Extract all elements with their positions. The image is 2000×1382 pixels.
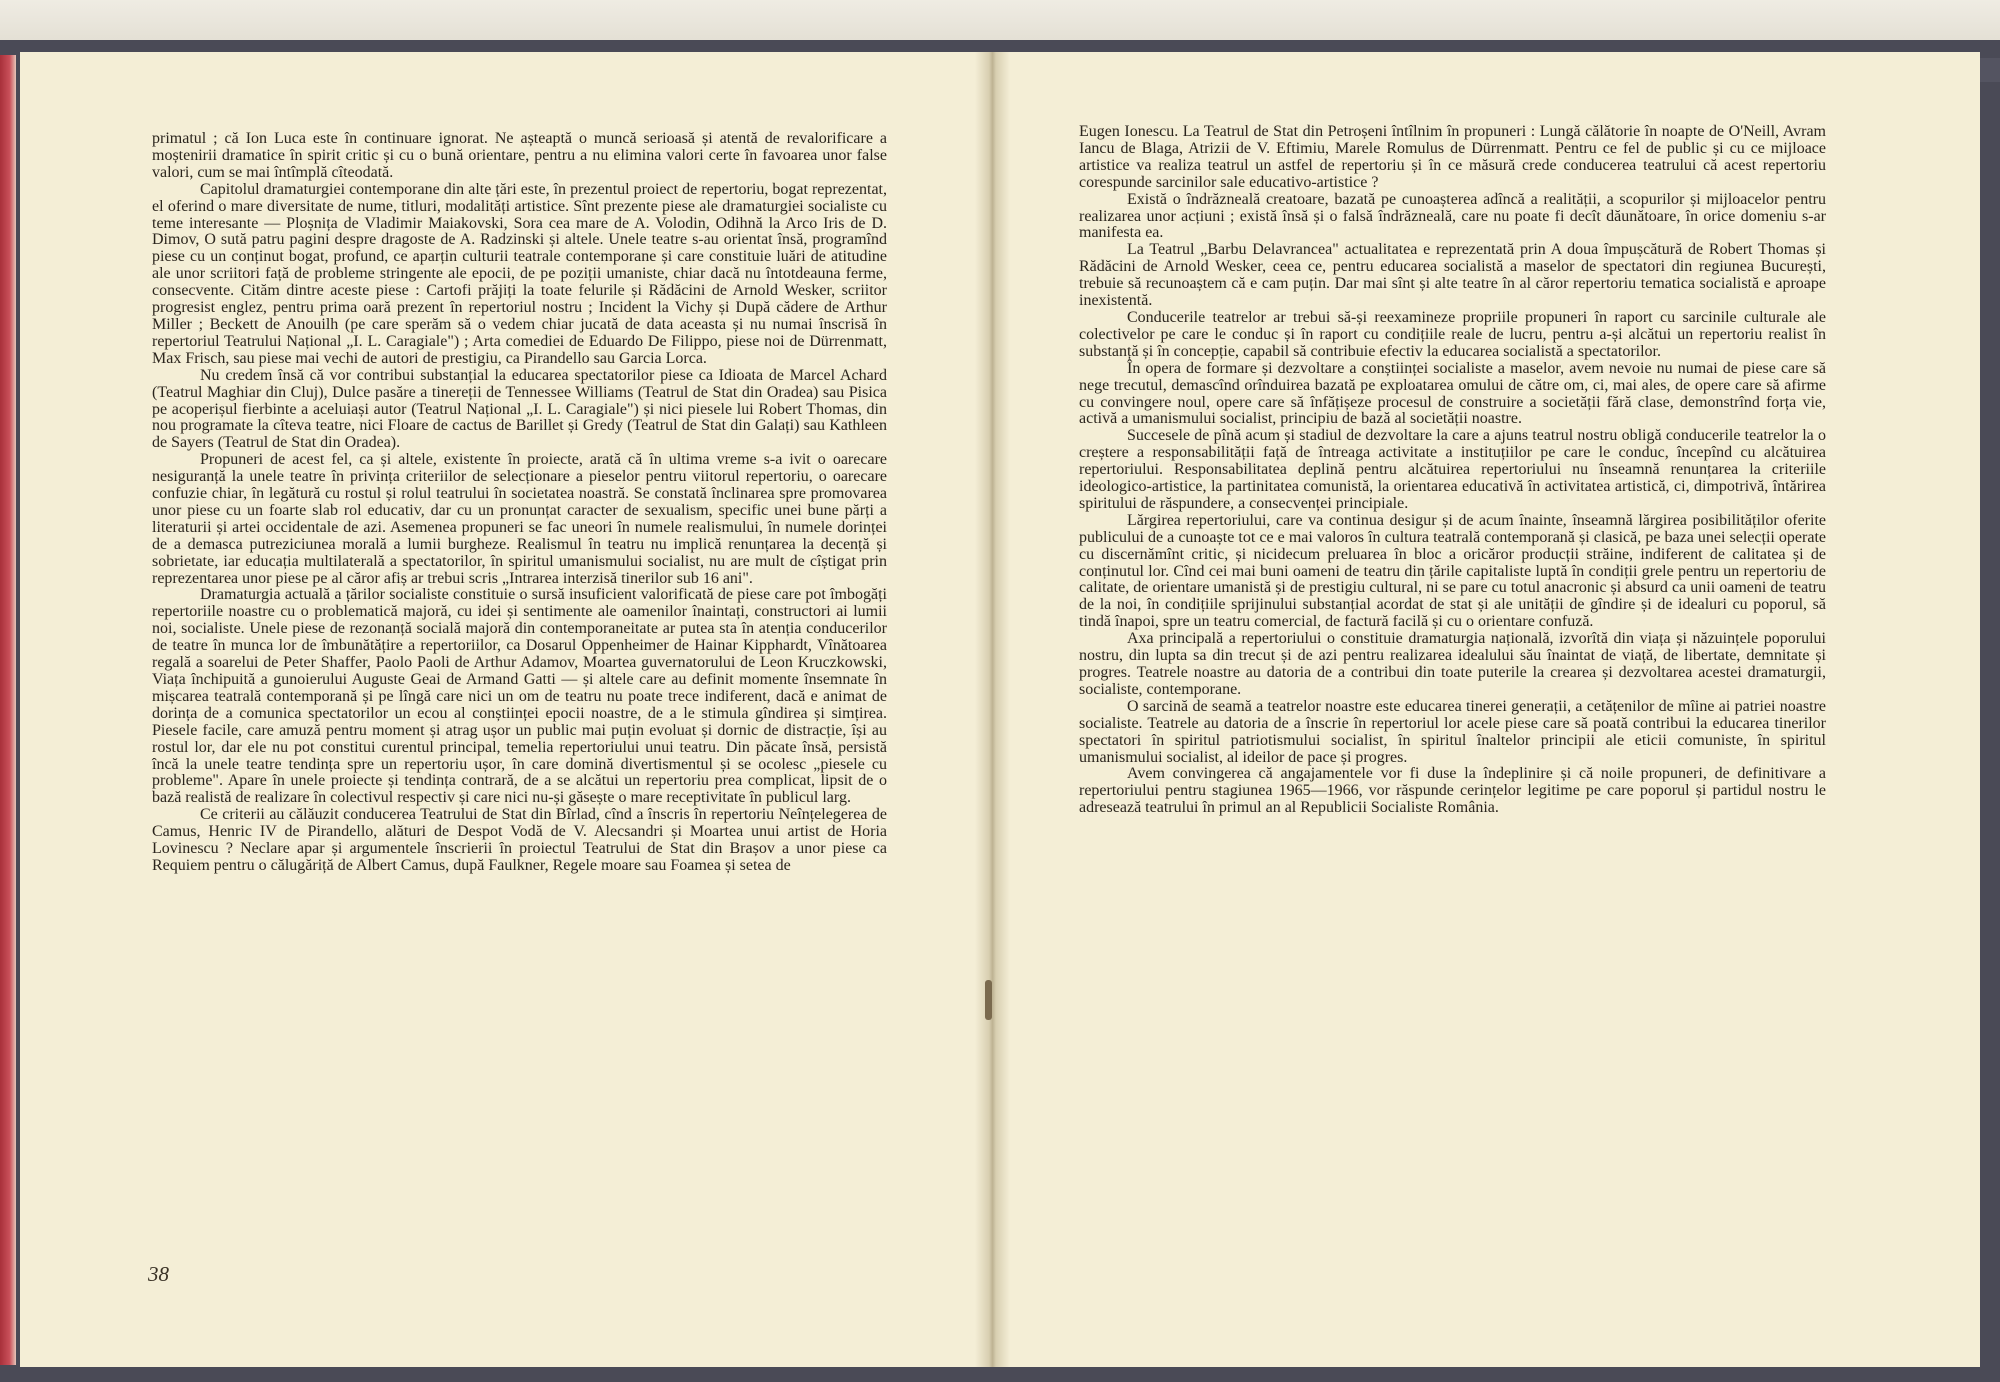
paragraph: Axa principală a repertoriului o constituie dramaturgia națională, izvorîtă din viața și năzuințele poporului nostru, din lupta sa din trecut și de azi pentru realizarea idealului său înaintat de viață, de libertate, demnitate și progres. Teatrele noastre au datoria de a contribui din toate puterile la crearea și dezvoltarea acestei dramaturgii, socialiste, contemporane. bbox=[1079, 630, 1826, 698]
paragraph: Capitolul dramaturgiei contemporane din alte țări este, în prezentul proiect de repertoriu, bogat reprezentat, el oferind o mare diversitate de nume, titluri, modalități artistice. Sînt prezente piese ale dramaturgiei socialiste cu teme interesante — Ploșnița de Vladimir Maiakovski, Sora cea mare de A. Volodin, Odihnă la Arco Iris de D. Dimov, O sută patru pagini despre dragoste de A. Radzinski și altele. Unele teatre s-au orientat însă, programînd piese cu un conținut bogat, profund, ce aparțin culturii teatrale contemporane și care constituie luări de atitudine ale unor scriitori față de probleme stringente ale epocii, de pe poziții umaniste, chiar dacă nu întotdeauna ferme, consecvente. Cităm dintre aceste piese : Cartofi prăjiți la toate felurile și Rădăcini de Arnold Wesker, scriitor progresist englez, pentru prima oară prezent în repertoriul nostru ; Incident la Vichy și După cădere de Arthur Miller ; Beckett de Anouilh (pe care sperăm să o vedem chiar jucată de data aceasta și nu numai înscrisă în repertoriul Teatrului Național „I. L. Caragiale") ; Arta comediei de Eduardo De Filippo, piese noi de Dürrenmatt, Max Frisch, sau piese mai vechi de autori de prestigiu, ca Pirandello sau Garcia Lorca. bbox=[152, 180, 887, 367]
book-gutter bbox=[975, 52, 1010, 1367]
paragraph: Ce criterii au călăuzit conducerea Teatrului de Stat din Bîrlad, cînd a înscris în repertoriu Neînțelegerea de Camus, Henric IV de Pirandello, alături de Despot Vodă de V. Alecsandri și Moartea unui artist de Horia Lovinescu ? Neclare apar și argumentele înscrierii în proiectul Teatrului de Stat din Brașov a unor piese ca Requiem pentru o călugăriță de Albert Camus, după Faulkner, Regele moare sau Foamea și setea de bbox=[152, 806, 887, 874]
paragraph: Succesele de pînă acum și stadiul de dezvoltare la care a ajuns teatrul nostru obligă conducerile teatrelor la o creștere a responsabilității față de întreaga activitate a instituțiilor pe care le conduc, începînd cu alcătuirea repertoriului. Responsabilitatea deplină pentru alcătuirea repertoriului nu înseamnă renunțarea la criteriile ideologico-artistice, la partinitatea comunistă, la orientarea educativă în activitatea artistică, ci, dimpotrivă, întărirea spiritului de răspundere, a consecvenței principiale. bbox=[1079, 427, 1826, 512]
paragraph: Eugen Ionescu. La Teatrul de Stat din Petroșeni întîlnim în propuneri : Lungă călătorie în noapte de O'Neill, Avram Iancu de Blaga, Atrizii de V. Eftimiu, Marele Romulus de Dürrenmatt. Pentru ce fel de public și cu ce mijloace artistice va realiza teatrul un astfel de repertoriu și în ce măsură crede conducerea teatrului că acest repertoriu corespunde sarcinilor sale educativo-artistice ? bbox=[1079, 123, 1826, 191]
left-page bbox=[20, 52, 990, 1367]
paragraph: primatul ; că Ion Luca este în continuare ignorat. Ne așteaptă o muncă serioasă și atentă de revalorificare a moștenirii dramatice în spirit critic și cu o bună orientare, pentru a nu elimina valori certe în favoarea unor false valori, cum se mai întîmplă cîteodată. bbox=[152, 130, 887, 181]
paragraph: Conducerile teatrelor ar trebui să-și reexamineze propriile propuneri în raport cu sarcinile culturale ale colectivelor pe care le conduc și în raport cu condițiile reale de lucru, pentru a-și alcătui un repertoriu realist în substanță și în concepție, capabil să contribuie efectiv la educarea socialistă a spectatorilor. bbox=[1079, 308, 1826, 360]
left-page-text bbox=[152, 131, 887, 875]
right-page bbox=[995, 52, 1980, 1367]
book-red-edge bbox=[0, 55, 16, 1365]
binding-clip bbox=[985, 980, 992, 1020]
paragraph: Avem convingerea că angajamentele vor fi duse la îndeplinire și că noile propuneri, de definitivare a repertoriului pentru stagiunea 1965—1966, vor răspunde cerințelor legitime pe care poporul și partidul nostru le adresează teatrului în primul an al Republicii Socialiste România. bbox=[1079, 765, 1826, 817]
right-page-text bbox=[1079, 124, 1826, 817]
paragraph: Nu credem însă că vor contribui substanțial la educarea spectatorilor piese ca Idioata de Marcel Achard (Teatrul Maghiar din Cluj), Dulce pasăre a tinereții de Tennessee Williams (Teatrul de Stat din Oradea) sau Pisica pe acoperișul fierbinte a aceluiași autor (Teatrul Național „I. L. Caragiale") și nici piesele lui Robert Thomas, din nou programate la cîteva teatre, nici Floare de cactus de Barillet și Gredy (Teatrul de Stat din Galați) sau Kathleen de Sayers (Teatrul de Stat din Oradea). bbox=[152, 366, 887, 452]
paragraph: Propuneri de acest fel, ca și altele, existente în proiecte, arată că în ultima vreme s-a ivit o oarecare nesiguranță la unele teatre în privința criteriilor de selecționare a pieselor pentru viitorul repertoriu, o oarecare confuzie chiar, în legătură cu rostul și rolul teatrului în societatea noastră. Se constată înclinarea spre promovarea unor piese cu un foarte slab rol educativ, dar cu un pronunțat caracter de sexualism, specific unei bune părți a literaturii și artei occidentale de azi. Asemenea propuneri se fac uneori în numele realismului, în numele dorinței de a demasca putreziciunea morală a lumii burgheze. Realismul în teatru nu implică renunțarea la decență și sobrietate, iar educația multilaterală a spectatorilor, în spiritul umanismului socialist, nu are mult de cîștigat prin reprezentarea unor piese pe al căror afiș ar trebui scris „Intrarea interzisă tinerilor sub 16 ani". bbox=[152, 451, 887, 587]
paragraph: Există o îndrăzneală creatoare, bazată pe cunoașterea adîncă a realității, a scopurilor și mijloacelor pentru realizarea unor acțiuni ; există însă și o falsă îndrăzneală, care nu poate fi decît dăunătoare, în orice domeniu s-ar manifesta ea. bbox=[1079, 190, 1826, 242]
paragraph: Dramaturgia actuală a țărilor socialiste constituie o sursă insuficient valorificată de piese care pot îmbogăți repertoriile noastre cu o problematică majoră, cu idei și sentimente ale oamenilor înaintați, constructori ai lumii noi, socialiste. Unele piese de rezonanță socială majoră din contemporaneitate ar putea sta în atenția conducerilor de teatre în munca lor de îmbunătățire a repertoriilor, ca Dosarul Oppenheimer de Hainar Kipphardt, Vînătoarea regală a soarelui de Peter Shaffer, Paolo Paoli de Arthur Adamov, Moartea guvernatorului de Leon Kruczkowski, Viața închipuită a gunoierului Auguste Geai de Armand Gatti — și altele care au definit momente însemnate în mișcarea teatrală contemporană și pe lîngă care nici un om de teatru nu poate trece indiferent, dacă e animat de dorința de a comunica spectatorilor un ecou al conștiinței epocii noastre, de a le stimula gîndirea și simțirea. Piesele facile, care amuză pentru moment și atrag ușor un public mai puțin evoluat și dornic de distracție, își au rostul lor, dar ele nu pot constitui curentul principal, temelia repertoriului unui teatru. Din păcate însă, persistă încă la unele teatre tendința spre un repertoriu ușor, în care domină divertismentul și se ocolesc „piesele cu probleme". Apare în unele proiecte și tendința contrară, de a se alcătui un repertoriu prea complicat, lipsit de o bază realistă de realizare în colectivul respectiv și care nici nu-și găsește o mare receptivitate în publicul larg. bbox=[152, 586, 887, 807]
paragraph: Lărgirea repertoriului, care va continua desigur și de acum înainte, înseamnă lărgirea posibilităților oferite publicului de a cunoaște tot ce e mai valoros în cultura teatrală contemporană și clasică, pe baza unei selecții operate cu discernămînt critic, și nicidecum preluarea în bloc a oricăror producții străine, indiferent de calitatea și de conținutul lor. Cînd cei mai buni oameni de teatru din țările capitaliste luptă în condiții grele pentru un repertoriu de calitate, de orientare umanistă și de prestigiu cultural, ni se pare cu totul anacronic și absurd ca unii oameni de teatru de la noi, în condițiile sprijinului substanțial acordat de stat și ale unității de gîndire și de idealuri cu poporul, să tindă înapoi, spre un teatru comercial, de factură facilă și cu o orientare confuză. bbox=[1079, 511, 1826, 631]
paragraph: O sarcină de seamă a teatrelor noastre este educarea tinerei generații, a cetățenilor de mîine ai patriei noastre socialiste. Teatrele au datoria de a înscrie în repertoriul lor acele piese care să poată contribui la educarea tinerilor spectatori în spiritul patriotismului socialist, în spiritul înaltelor principii ale eticii comuniste, în spiritul umanismului socialist, al ideilor de pace și progres. bbox=[1079, 697, 1826, 766]
paragraph: În opera de formare și dezvoltare a conștiinței socialiste a maselor, avem nevoie nu numai de piese care să nege trecutul, demascînd orînduirea bazată pe exploatarea omului de către om, ci, mai ales, de opere care să afirme cu convingere noul, opere care să înfățișeze procesul de construire a societății fără clase, demonstrînd forța vie, activă a umanismului socialist, principiu de bază al societății noastre. bbox=[1079, 359, 1826, 428]
paragraph: La Teatrul „Barbu Delavrancea" actualitatea e reprezentată prin A doua împușcătură de Robert Thomas și Rădăcini de Arnold Wesker, ceea ce, pentru educarea socialistă a maselor de spectatori din regiunea București, trebuie să recunoaștem că e cam puțin. Dar mai sînt și alte teatre în al căror repertoriu tematica socialistă e aproape inexistentă. bbox=[1079, 241, 1826, 310]
page-number: 38 bbox=[148, 1262, 169, 1286]
scan-background-top bbox=[0, 0, 2000, 40]
